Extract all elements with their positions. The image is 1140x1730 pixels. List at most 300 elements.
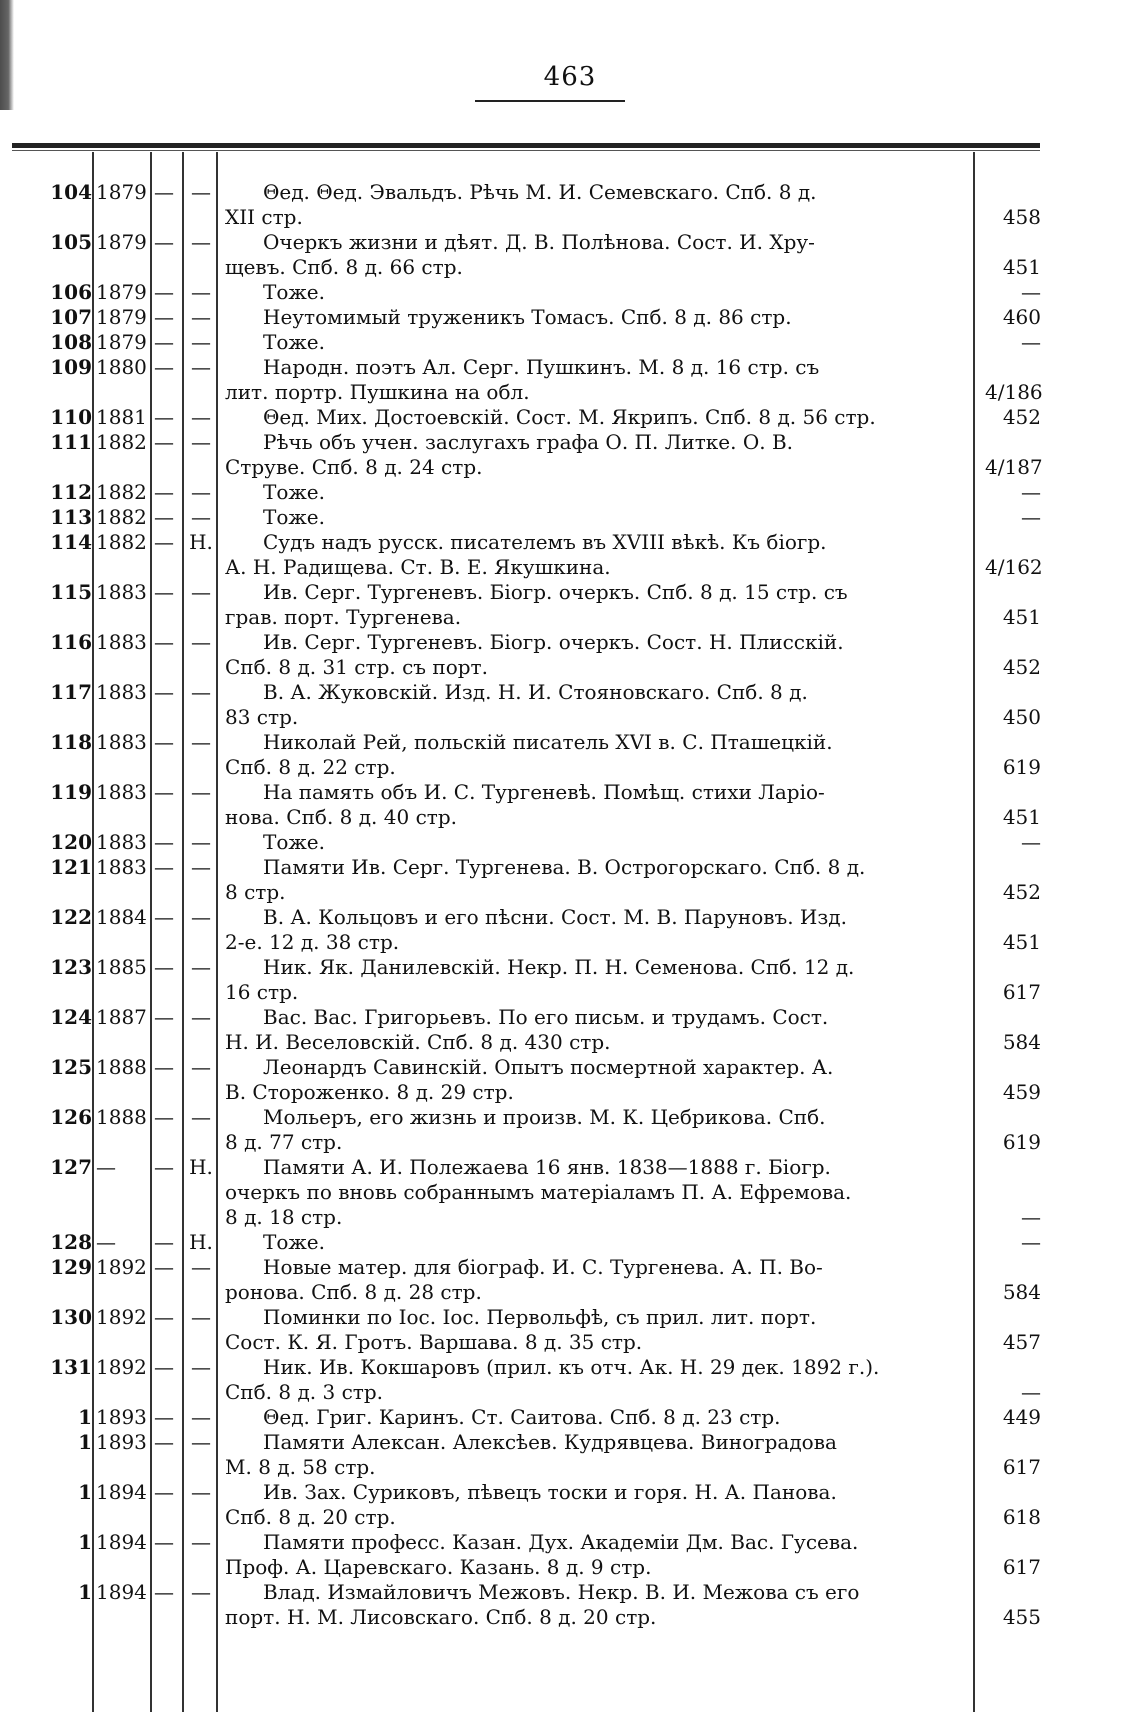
catalogue-entry: [0, 530, 1140, 580]
entry-reference: 4/186: [985, 380, 1043, 404]
entry-year: 1883: [96, 680, 147, 704]
entry-year: 1882: [96, 505, 147, 529]
entry-line: [0, 430, 1140, 455]
entry-col-a: —: [154, 430, 174, 454]
page-number-underline: [475, 100, 625, 102]
entry-line: [0, 1480, 1140, 1505]
entry-line: [0, 505, 1140, 530]
entry-line: [0, 405, 1140, 430]
entry-number: 123: [50, 955, 92, 979]
entry-year: 1892: [96, 1355, 147, 1379]
entry-line: [0, 1380, 1140, 1405]
entry-text: На память объ И. С. Тургеневѣ. Помѣщ. стихи Ларiо-: [263, 780, 825, 804]
entry-col-a: —: [154, 280, 174, 304]
entry-text: Народн. поэтъ Ал. Серг. Пушкинъ. М. 8 д. 16 стр. съ: [263, 355, 820, 379]
entry-line: [0, 1005, 1140, 1030]
entry-line: [0, 1030, 1140, 1055]
entry-col-b: —: [191, 580, 211, 604]
entry-text: 8 стр.: [225, 880, 286, 904]
entry-reference: 460: [1002, 305, 1041, 329]
entry-text: Поминки по Iос. Iос. Первольфѣ, съ прил. лит. порт.: [263, 1305, 817, 1329]
entry-line: [0, 730, 1140, 755]
entry-line: [0, 255, 1140, 280]
entry-number: 1: [78, 1580, 92, 1604]
entry-col-b: —: [191, 855, 211, 879]
entry-reference: 451: [1002, 805, 1041, 829]
entry-line: [0, 1105, 1140, 1130]
entry-line: [0, 1405, 1140, 1430]
page-number: 463: [543, 62, 597, 92]
entry-col-a: —: [154, 480, 174, 504]
entry-col-a: —: [154, 1530, 174, 1554]
entry-line: [0, 930, 1140, 955]
entry-number: 104: [50, 180, 92, 204]
entry-year: —: [96, 1155, 116, 1179]
entry-number: 131: [50, 1355, 92, 1379]
entry-number: 119: [50, 780, 92, 804]
entry-number: 1: [78, 1480, 92, 1504]
entry-number: 126: [50, 1105, 92, 1129]
catalogue-entry: [0, 1480, 1140, 1530]
entry-col-b: —: [191, 1105, 211, 1129]
entry-number: 110: [50, 405, 92, 429]
entry-line: [0, 805, 1140, 830]
entry-number: 109: [50, 355, 92, 379]
entry-year: 1883: [96, 730, 147, 754]
entry-text: Проф. А. Царевскаго. Казань. 8 д. 9 стр.: [225, 1555, 652, 1579]
entry-number: 1: [78, 1430, 92, 1454]
catalogue-entry: [0, 905, 1140, 955]
entry-reference: 584: [1002, 1030, 1041, 1054]
entry-year: 1883: [96, 580, 147, 604]
entry-text: Памяти А. И. Полежаева 16 янв. 1838—1888 г. Бiогр.: [263, 1155, 831, 1179]
entry-col-b: —: [191, 830, 211, 854]
catalogue-entry: [0, 780, 1140, 830]
entry-number: 105: [50, 230, 92, 254]
entry-col-b: —: [191, 1005, 211, 1029]
entry-col-a: —: [154, 1155, 174, 1179]
entry-number: 112: [50, 480, 92, 504]
catalogue-table: [0, 180, 1140, 1630]
entry-number: 121: [50, 855, 92, 879]
entry-reference: 451: [1002, 930, 1041, 954]
entry-text: ронова. Спб. 8 д. 28 стр.: [225, 1280, 482, 1304]
entry-number: 114: [50, 530, 92, 554]
entry-year: 1894: [96, 1480, 147, 1504]
entry-text: Памяти професс. Казан. Дух. Академiи Дм. Вас. Гусева.: [263, 1530, 859, 1554]
entry-col-a: —: [154, 1255, 174, 1279]
entry-reference: —: [1021, 480, 1041, 504]
entry-text: Рѣчь объ учен. заслугахъ графа О. П. Литке. О. В.: [263, 430, 793, 454]
entry-text: Новые матер. для бiограф. И. С. Тургенева. А. П. Во-: [263, 1255, 823, 1279]
entry-reference: 619: [1002, 755, 1041, 779]
catalogue-entry: [0, 1055, 1140, 1105]
entry-line: [0, 1530, 1140, 1555]
entry-text: Θед. Θед. Эвальдъ. Рѣчь М. И. Семевскаго. Спб. 8 д.: [263, 180, 817, 204]
entry-line: [0, 605, 1140, 630]
entry-number: 127: [50, 1155, 92, 1179]
catalogue-entry: [0, 330, 1140, 355]
entry-reference: 452: [1002, 405, 1041, 429]
entry-line: [0, 555, 1140, 580]
entry-text: 8 д. 18 стр.: [225, 1205, 343, 1229]
entry-col-b: —: [191, 1480, 211, 1504]
entry-line: [0, 780, 1140, 805]
entry-line: [0, 530, 1140, 555]
entry-line: [0, 1455, 1140, 1480]
entry-line: [0, 580, 1140, 605]
catalogue-entry: [0, 230, 1140, 280]
entry-line: [0, 1055, 1140, 1080]
entry-line: [0, 280, 1140, 305]
entry-year: 1892: [96, 1305, 147, 1329]
entry-col-a: —: [154, 180, 174, 204]
catalogue-entry: [0, 480, 1140, 505]
entry-number: 125: [50, 1055, 92, 1079]
entry-col-b: —: [191, 730, 211, 754]
catalogue-entry: [0, 730, 1140, 780]
entry-text: Влад. Измайловичъ Межовъ. Некр. В. И. Межова съ его: [263, 1580, 860, 1604]
entry-text: Ник. Як. Данилевскiй. Некр. П. Н. Семенова. Спб. 12 д.: [263, 955, 855, 979]
entry-text: В. Стороженко. 8 д. 29 стр.: [225, 1080, 514, 1104]
entry-line: [0, 1580, 1140, 1605]
entry-line: [0, 330, 1140, 355]
entry-col-a: —: [154, 680, 174, 704]
entry-text: Θед. Мих. Достоевскiй. Сост. М. Якрипъ. Спб. 8 д. 56 стр.: [263, 405, 876, 429]
entry-reference: —: [1021, 330, 1041, 354]
entry-col-b: —: [191, 630, 211, 654]
entry-reference: 455: [1002, 1605, 1041, 1629]
entry-reference: —: [1021, 1230, 1041, 1254]
entry-text: 16 стр.: [225, 980, 299, 1004]
entry-year: 1893: [96, 1430, 147, 1454]
entry-year: 1879: [96, 330, 147, 354]
entry-line: [0, 830, 1140, 855]
entry-year: 1879: [96, 180, 147, 204]
catalogue-entry: [0, 1405, 1140, 1430]
entry-text: А. Н. Радищева. Ст. В. Е. Якушкина.: [225, 555, 611, 579]
scan-edge-mark: [0, 0, 14, 110]
entry-reference: 619: [1002, 1130, 1041, 1154]
entry-text: Ив. Зах. Суриковъ, пѣвецъ тоски и горя. Н. А. Панова.: [263, 1480, 837, 1504]
entry-col-b: Н.: [189, 1155, 213, 1179]
entry-line: [0, 680, 1140, 705]
entry-line: [0, 655, 1140, 680]
entry-col-b: —: [191, 1305, 211, 1329]
entry-line: [0, 1280, 1140, 1305]
catalogue-entry: [0, 630, 1140, 680]
entry-reference: 449: [1002, 1405, 1041, 1429]
entry-col-b: —: [191, 1530, 211, 1554]
entry-line: [0, 1330, 1140, 1355]
catalogue-entry: [0, 1105, 1140, 1155]
entry-text: Тоже.: [263, 280, 325, 304]
entry-col-a: —: [154, 1105, 174, 1129]
entry-col-b: —: [191, 1055, 211, 1079]
entry-year: 1892: [96, 1255, 147, 1279]
entry-reference: 618: [1002, 1505, 1041, 1529]
entry-reference: 4/162: [985, 555, 1043, 579]
entry-line: [0, 380, 1140, 405]
entry-number: 122: [50, 905, 92, 929]
entry-number: 124: [50, 1005, 92, 1029]
entry-line: [0, 1080, 1140, 1105]
entry-line: [0, 1505, 1140, 1530]
entry-text: Очеркъ жизни и дѣят. Д. В. Полѣнова. Сост. И. Хру-: [263, 230, 815, 254]
catalogue-entry: [0, 1580, 1140, 1630]
entry-col-a: —: [154, 355, 174, 379]
entry-line: [0, 1205, 1140, 1230]
entry-text: Судъ надъ русск. писателемъ въ XVIII вѣкѣ. Къ бiогр.: [263, 530, 827, 554]
catalogue-entry: [0, 1230, 1140, 1255]
entry-col-b: —: [191, 330, 211, 354]
entry-number: 120: [50, 830, 92, 854]
entry-text: Θед. Григ. Каринъ. Ст. Саитова. Спб. 8 д. 23 стр.: [263, 1405, 781, 1429]
entry-col-b: —: [191, 1430, 211, 1454]
entry-number: 111: [50, 430, 92, 454]
entry-reference: —: [1021, 830, 1041, 854]
entry-reference: 452: [1002, 880, 1041, 904]
entry-col-b: —: [191, 180, 211, 204]
entry-col-b: Н.: [189, 530, 213, 554]
entry-reference: 458: [1002, 205, 1041, 229]
entry-col-a: —: [154, 1305, 174, 1329]
entry-line: [0, 230, 1140, 255]
catalogue-entry: [0, 180, 1140, 230]
header-rule: [12, 143, 1040, 148]
entry-reference: 617: [1002, 1555, 1041, 1579]
entry-line: [0, 1155, 1140, 1180]
entry-col-b: —: [191, 355, 211, 379]
entry-reference: 4/187: [985, 455, 1043, 479]
catalogue-entry: [0, 505, 1140, 530]
entry-text: грав. порт. Тургенева.: [225, 605, 462, 629]
entry-number: 1: [78, 1405, 92, 1429]
entry-reference: 617: [1002, 980, 1041, 1004]
entry-text: В. А. Жуковскiй. Изд. Н. И. Стояновскаго. Спб. 8 д.: [263, 680, 808, 704]
entry-text: Мольеръ, его жизнь и произв. М. К. Цебрикова. Спб.: [263, 1105, 826, 1129]
entry-col-a: —: [154, 530, 174, 554]
entry-text: лит. портр. Пушкина на обл.: [225, 380, 530, 404]
catalogue-entry: [0, 305, 1140, 330]
entry-col-b: —: [191, 405, 211, 429]
entry-reference: 451: [1002, 605, 1041, 629]
entry-col-b: —: [191, 430, 211, 454]
entry-col-b: Н.: [189, 1230, 213, 1254]
entry-reference: —: [1021, 1205, 1041, 1229]
entry-reference: 452: [1002, 655, 1041, 679]
entry-reference: 584: [1002, 1280, 1041, 1304]
entry-col-b: —: [191, 1255, 211, 1279]
entry-reference: 457: [1002, 1330, 1041, 1354]
entry-text: Леонардъ Савинскiй. Опытъ посмертной характер. А.: [263, 1055, 834, 1079]
catalogue-entry: [0, 1005, 1140, 1055]
entry-text: Спб. 8 д. 3 стр.: [225, 1380, 384, 1404]
entry-number: 130: [50, 1305, 92, 1329]
entry-text: 8 д. 77 стр.: [225, 1130, 343, 1154]
entry-number: 128: [50, 1230, 92, 1254]
entry-reference: —: [1021, 1380, 1041, 1404]
entry-number: 107: [50, 305, 92, 329]
entry-year: 1883: [96, 780, 147, 804]
entry-col-a: —: [154, 305, 174, 329]
entry-line: [0, 1605, 1140, 1630]
entry-number: 129: [50, 1255, 92, 1279]
entry-text: Памяти Алексан. Алексѣев. Кудрявцева. Виноградова: [263, 1430, 837, 1454]
entry-line: [0, 705, 1140, 730]
entry-text: Струве. Спб. 8 д. 24 стр.: [225, 455, 483, 479]
entry-text: щевъ. Спб. 8 д. 66 стр.: [225, 255, 463, 279]
entry-line: [0, 630, 1140, 655]
entry-text: Тоже.: [263, 480, 325, 504]
entry-line: [0, 1255, 1140, 1280]
entry-col-b: —: [191, 905, 211, 929]
entry-year: 1882: [96, 430, 147, 454]
entry-text: Н. И. Веселовскiй. Спб. 8 д. 430 стр.: [225, 1030, 611, 1054]
header-rule-thin: [12, 150, 1040, 151]
entry-col-b: —: [191, 230, 211, 254]
entry-col-a: —: [154, 330, 174, 354]
catalogue-entry: [0, 855, 1140, 905]
entry-line: [0, 480, 1140, 505]
catalogue-entry: [0, 830, 1140, 855]
catalogue-entry: [0, 1155, 1140, 1230]
entry-number: 115: [50, 580, 92, 604]
entry-text: 2-е. 12 д. 38 стр.: [225, 930, 400, 954]
entry-number: 118: [50, 730, 92, 754]
entry-year: 1881: [96, 405, 147, 429]
entry-text: Ник. Ив. Кокшаровъ (прил. къ отч. Ак. Н. 29 дек. 1892 г.).: [263, 1355, 880, 1379]
entry-text: М. 8 д. 58 стр.: [225, 1455, 376, 1479]
entry-line: [0, 205, 1140, 230]
entry-text: Неутомимый труженикъ Томасъ. Спб. 8 д. 86 стр.: [263, 305, 792, 329]
entry-col-b: —: [191, 280, 211, 304]
entry-year: 1893: [96, 1405, 147, 1429]
entry-year: 1879: [96, 305, 147, 329]
entry-col-a: —: [154, 1580, 174, 1604]
catalogue-entry: [0, 405, 1140, 430]
entry-year: 1880: [96, 355, 147, 379]
entry-text: XII стр.: [225, 205, 303, 229]
entry-text: Памяти Ив. Серг. Тургенева. В. Острогорскаго. Спб. 8 д.: [263, 855, 866, 879]
entry-col-a: —: [154, 505, 174, 529]
entry-line: [0, 905, 1140, 930]
entry-col-a: —: [154, 1355, 174, 1379]
entry-line: [0, 1180, 1140, 1205]
entry-text: В. А. Кольцовъ и его пѣсни. Сост. М. В. Паруновъ. Изд.: [263, 905, 847, 929]
entry-text: Тоже.: [263, 505, 325, 529]
entry-text: Сост. К. Я. Гротъ. Варшава. 8 д. 35 стр.: [225, 1330, 643, 1354]
entry-col-b: —: [191, 305, 211, 329]
entry-line: [0, 180, 1140, 205]
entry-reference: 450: [1002, 705, 1041, 729]
entry-col-b: —: [191, 955, 211, 979]
entry-text: Спб. 8 д. 22 стр.: [225, 755, 396, 779]
entry-text: Спб. 8 д. 20 стр.: [225, 1505, 396, 1529]
entry-text: Тоже.: [263, 1230, 325, 1254]
entry-col-b: —: [191, 505, 211, 529]
entry-year: 1879: [96, 280, 147, 304]
entry-col-b: —: [191, 780, 211, 804]
catalogue-entry: [0, 1530, 1140, 1580]
catalogue-entry: [0, 1255, 1140, 1305]
entry-col-a: —: [154, 830, 174, 854]
entry-col-a: —: [154, 630, 174, 654]
entry-col-a: —: [154, 1480, 174, 1504]
entry-col-b: —: [191, 1355, 211, 1379]
entry-col-a: —: [154, 1430, 174, 1454]
entry-col-a: —: [154, 905, 174, 929]
entry-col-a: —: [154, 780, 174, 804]
entry-col-a: —: [154, 955, 174, 979]
entry-col-a: —: [154, 855, 174, 879]
entry-number: 117: [50, 680, 92, 704]
entry-col-a: —: [154, 1405, 174, 1429]
catalogue-entry: [0, 430, 1140, 480]
entry-col-b: —: [191, 1405, 211, 1429]
entry-col-b: —: [191, 480, 211, 504]
entry-line: [0, 955, 1140, 980]
entry-number: 106: [50, 280, 92, 304]
entry-line: [0, 1230, 1140, 1255]
catalogue-entry: [0, 280, 1140, 305]
catalogue-entry: [0, 680, 1140, 730]
entry-line: [0, 1555, 1140, 1580]
entry-text: Спб. 8 д. 31 стр. съ порт.: [225, 655, 488, 679]
entry-line: [0, 455, 1140, 480]
entry-text: очеркъ по вновь собраннымъ матерiаламъ П. А. Ефремова.: [225, 1180, 852, 1204]
catalogue-entry: [0, 1430, 1140, 1480]
entry-number: 108: [50, 330, 92, 354]
entry-text: Тоже.: [263, 830, 325, 854]
entry-text: 83 стр.: [225, 705, 299, 729]
entry-col-a: —: [154, 580, 174, 604]
entry-year: —: [96, 1230, 116, 1254]
entry-text: Тоже.: [263, 330, 325, 354]
entry-number: 116: [50, 630, 92, 654]
entry-year: 1883: [96, 630, 147, 654]
catalogue-entry: [0, 355, 1140, 405]
catalogue-entry: [0, 580, 1140, 630]
entry-line: [0, 980, 1140, 1005]
entry-col-b: —: [191, 680, 211, 704]
entry-text: Ив. Серг. Тургеневъ. Бiогр. очеркъ. Сост. Н. Плисскiй.: [263, 630, 844, 654]
entry-year: 1894: [96, 1580, 147, 1604]
entry-col-a: —: [154, 1055, 174, 1079]
entry-col-a: —: [154, 405, 174, 429]
entry-reference: 459: [1002, 1080, 1041, 1104]
entry-text: порт. Н. М. Лисовскаго. Спб. 8 д. 20 стр.: [225, 1605, 657, 1629]
entry-line: [0, 855, 1140, 880]
entry-col-a: —: [154, 230, 174, 254]
entry-reference: —: [1021, 505, 1041, 529]
entry-year: 1879: [96, 230, 147, 254]
entry-col-a: —: [154, 1230, 174, 1254]
entry-year: 1888: [96, 1105, 147, 1129]
entry-year: 1894: [96, 1530, 147, 1554]
entry-year: 1882: [96, 480, 147, 504]
entry-text: Ив. Серг. Тургеневъ. Бiогр. очеркъ. Спб. 8 д. 15 стр. съ: [263, 580, 848, 604]
entry-line: [0, 1305, 1140, 1330]
entry-reference: 617: [1002, 1455, 1041, 1479]
entry-year: 1887: [96, 1005, 147, 1029]
catalogue-entry: [0, 1355, 1140, 1405]
entry-number: 113: [50, 505, 92, 529]
catalogue-entry: [0, 1305, 1140, 1355]
catalogue-entry: [0, 955, 1140, 1005]
entry-year: 1885: [96, 955, 147, 979]
entry-line: [0, 1130, 1140, 1155]
